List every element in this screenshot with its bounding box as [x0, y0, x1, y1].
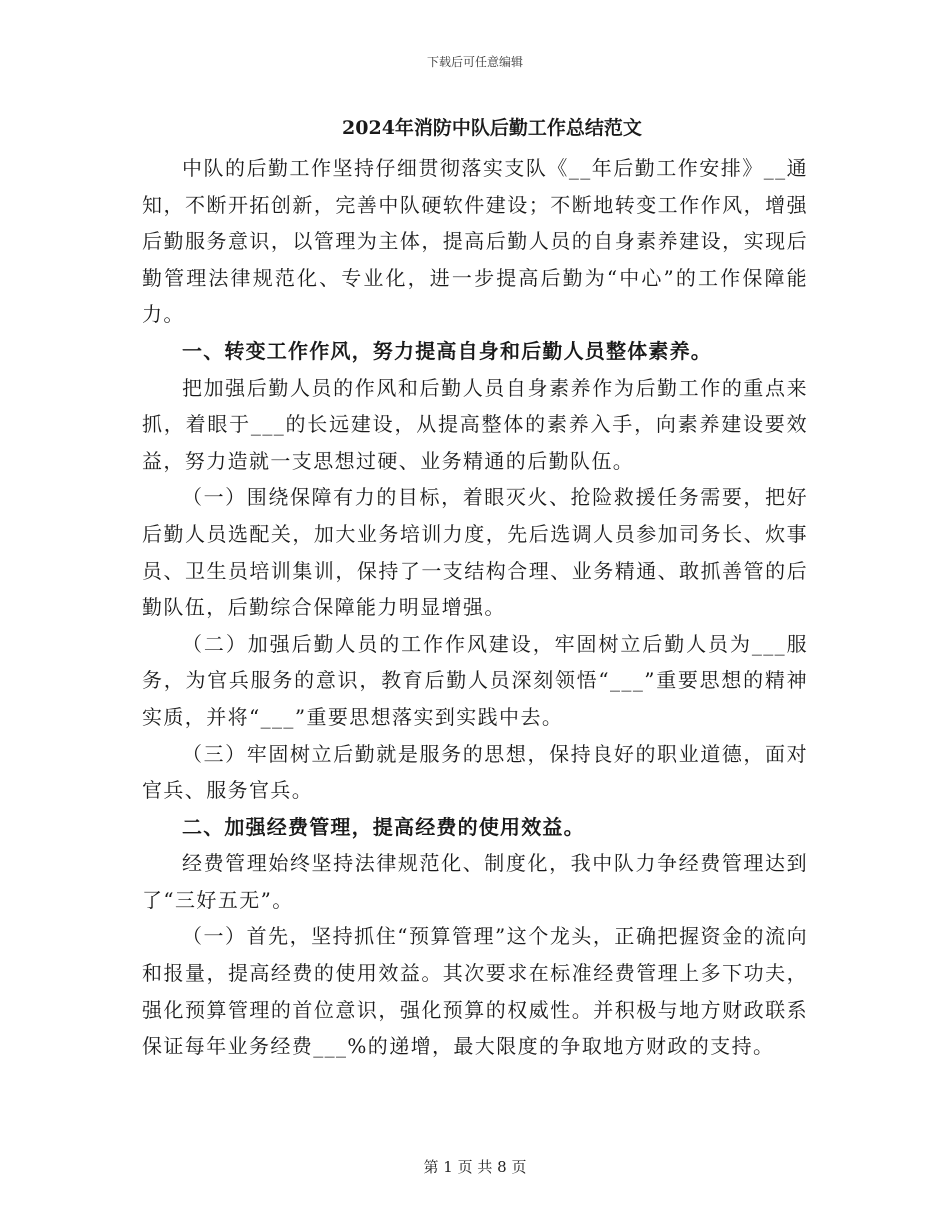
section-heading-2: 二、加强经费管理，提高经费的使用效益。 — [182, 814, 585, 839]
paragraph-intro: 中队的后勤工作坚持仔细贯彻落实支队《__年后勤工作安排》__通知，不断开拓创新，完善中队硬软件建设；不断地转变工作作风，增强后勤服务意识，以管理为主体，提高后勤人员的自身素养建设，实现后勤管理法律规范化、专业化，进一步提高后勤为“中心”的工作保障能力。 — [142, 156, 808, 327]
paragraph-section1-item3: （三）牢固树立后勤就是服务的思想，保持良好的职业道德，面对官兵、服务官兵。 — [142, 741, 808, 803]
paragraph-section2-intro: 经费管理始终坚持法律规范化、制度化，我中队力争经费管理达到了“三好五无”。 — [142, 851, 808, 912]
paragraph-section1-item2: （二）加强后勤人员的工作作风建设，牢固树立后勤人员为___服务，为官兵服务的意识，教育后勤人员深刻领悟“___”重要思想的精神实质，并将“___”重要思想落实到实践中去。 — [142, 631, 808, 729]
document-title: 2024年消防中队后勤工作总结范文 — [342, 117, 642, 139]
paragraph-section1-item1: （一）围绕保障有力的目标，着眼灭火、抢险救援任务需要，把好后勤人员选配关，加大业务培训力度，先后选调人员参加司务长、炊事员、卫生员培训集训，保持了一支结构合理、业务精通、敢抓善管的后勤队伍，后勤综合保障能力明显增强。 — [142, 485, 808, 620]
page-header: 下载后可任意编辑 — [426, 55, 523, 69]
section-heading-1: 一、转变工作作风，努力提高自身和后勤人员整体素养。 — [182, 338, 712, 363]
page-number: 第 1 页 共 8 页 — [423, 1158, 527, 1176]
document-body — [142, 110, 808, 1065]
paragraph-section1-intro: 把加强后勤人员的作风和后勤人员自身素养作为后勤工作的重点来抓，着眼于___的长远建设，从提高整体的素养入手，向素养建设要效益，努力造就一支思想过硬、业务精通的后勤队伍。 — [142, 375, 808, 473]
paragraph-section2-item1: （一）首先，坚持抓住“预算管理”这个龙头，正确把握资金的流向和报量，提高经费的使用效益。其次要求在标准经费管理上多下功夫，强化预算管理的首位意识，强化预算的权威性。并积极与地方财政联系保证每年业务经费___%的递增，最大限度的争取地方财政的支持。 — [142, 924, 808, 1059]
